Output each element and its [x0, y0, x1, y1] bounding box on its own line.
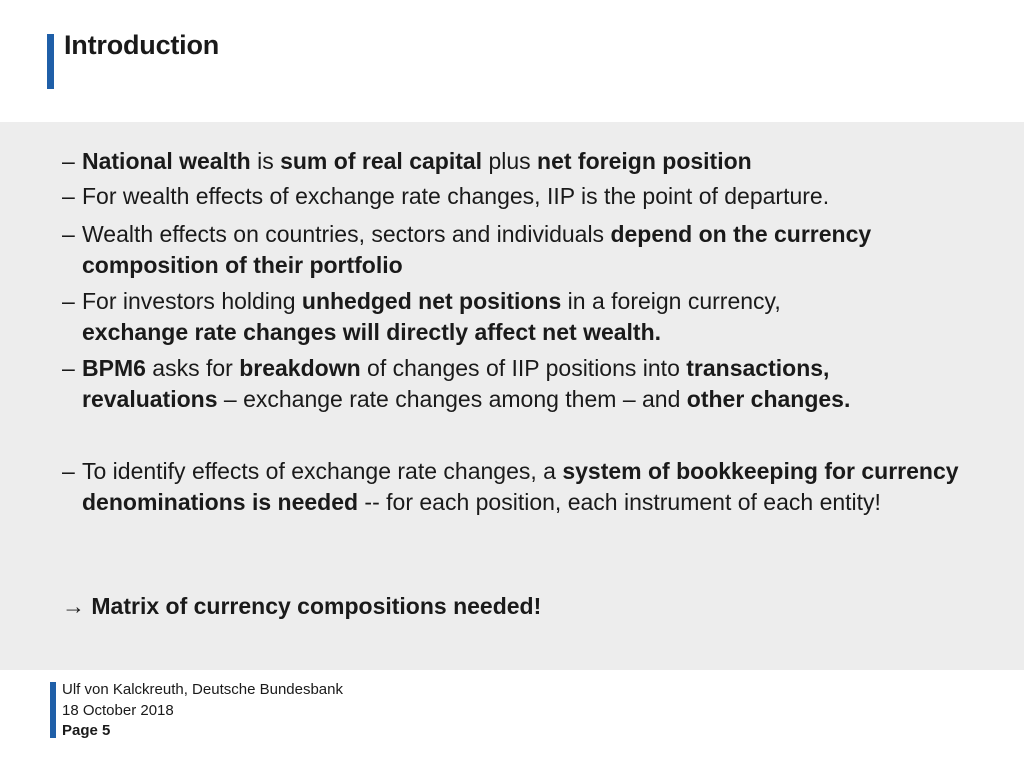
bullet-bpm6: [62, 353, 962, 415]
conclusion-statement: [62, 591, 541, 622]
bullet-text-bold: unhedged net positions: [301, 288, 562, 314]
bullet-text: -- for each position, each instrument of each entity!: [358, 489, 881, 515]
bullet-national-wealth: [62, 146, 962, 177]
bullet-bookkeeping-system: [62, 456, 962, 518]
footer-date: 18 October 2018: [62, 702, 174, 719]
bullet-dash: –: [62, 221, 75, 247]
bullet-unhedged-positions: [62, 286, 962, 348]
slide-title: Introduction: [64, 30, 220, 60]
footer-accent-bar: [50, 682, 56, 738]
bullet-dash: –: [62, 148, 75, 174]
bullet-text-bold: sum of real capital: [280, 148, 483, 174]
bullet-text: Wealth effects on countries, sectors and individuals: [82, 221, 611, 247]
bullet-currency-composition: [62, 219, 962, 281]
bullet-text-bold: net foreign position: [537, 148, 752, 174]
bullet-text: – exchange rate changes among them – and: [217, 386, 687, 412]
bullet-text: in a foreign currency,: [561, 288, 781, 314]
bullet-text-bold: BPM6: [82, 355, 146, 381]
bullet-text-bold: system of bookkeeping for currency denominations is needed: [82, 458, 959, 515]
right-arrow-icon: →: [62, 593, 92, 619]
conclusion-text: Matrix of currency compositions needed!: [91, 593, 542, 619]
bullet-dash: –: [62, 355, 75, 381]
bullet-text: is: [250, 148, 281, 174]
bullet-text: plus: [482, 148, 538, 174]
footer-page-number: Page 5: [62, 722, 111, 739]
bullet-text-bold: other changes.: [686, 386, 851, 412]
bullet-text: asks for: [145, 355, 240, 381]
bullet-text-bold: exchange rate changes will directly affect net wealth.: [82, 319, 662, 345]
bullet-text-bold: depend on the currency composition of their portfolio: [82, 221, 872, 278]
bullet-text-bold: National wealth: [82, 148, 251, 174]
footer-author: Ulf von Kalckreuth, Deutsche Bundesbank: [62, 681, 343, 698]
bullet-text: For investors holding: [82, 288, 302, 314]
bullet-wealth-effects: [62, 181, 962, 212]
bullet-dash: –: [62, 288, 75, 314]
bullet-dash: –: [62, 183, 75, 209]
bullet-dash: –: [62, 458, 75, 484]
bullet-text: To identify effects of exchange rate changes, a: [82, 458, 563, 484]
bullet-text-bold: breakdown: [239, 355, 361, 381]
title-accent-bar: [47, 34, 54, 89]
bullet-text: For wealth effects of exchange rate changes, IIP is the point of departure.: [82, 183, 830, 209]
bullet-text-bold: transactions, revaluations: [82, 355, 830, 412]
bullet-text: of changes of IIP positions into: [360, 355, 687, 381]
